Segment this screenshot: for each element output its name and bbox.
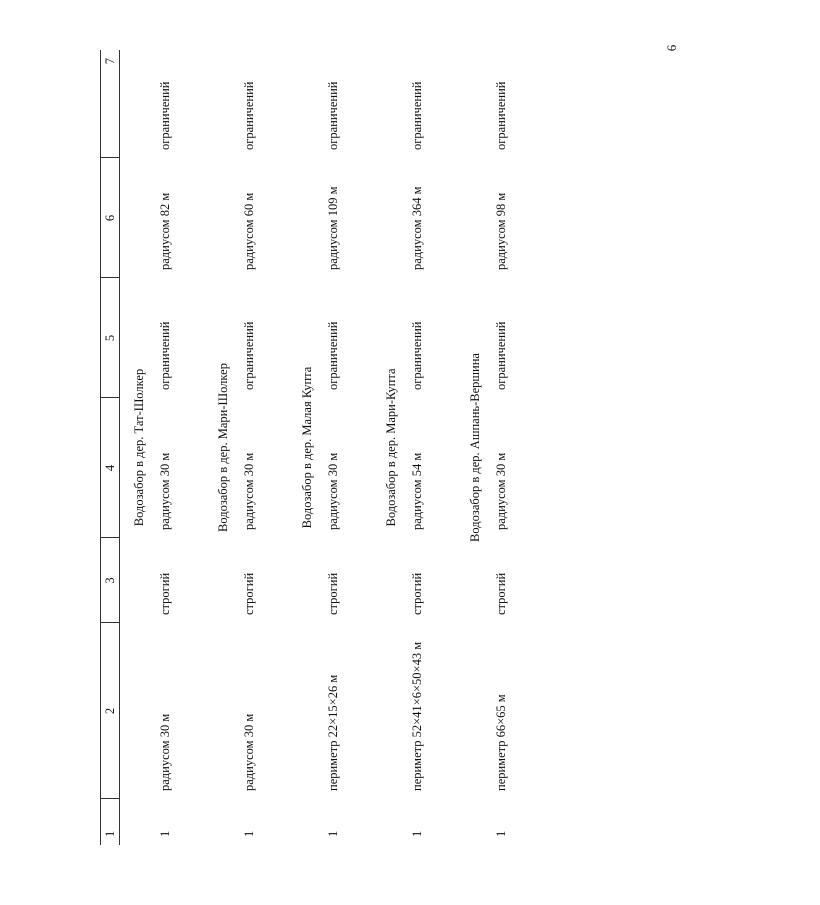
table-row — [324, 50, 372, 845]
section-heading-row — [456, 50, 492, 845]
cell-zone1-size: радиусом 30 м — [158, 713, 172, 791]
header-cell: 5 — [101, 278, 120, 398]
header-row — [101, 50, 120, 845]
cell-zone3-regime: ограничений — [158, 81, 172, 150]
cell-number: 1 — [242, 830, 256, 837]
cell-zone2-regime: ограничений — [326, 321, 340, 390]
cell-zone1-size: радиусом 30 м — [242, 713, 256, 791]
cell-number: 1 — [494, 830, 508, 837]
cell-regime: строгий — [326, 572, 340, 615]
table-row — [492, 50, 540, 845]
table-row — [408, 50, 456, 845]
cell-zone3-regime: ограничений — [410, 81, 424, 150]
cell-zone2-size: радиусом 30 м — [158, 452, 172, 530]
cell-zone3-size: радиусом 109 м — [326, 186, 340, 270]
cell-number: 1 — [326, 830, 340, 837]
header-cell: 3 — [101, 538, 120, 623]
cell-zone2-size: радиусом 30 м — [494, 452, 508, 530]
table-row — [156, 50, 204, 845]
header-cell: 2 — [101, 623, 120, 799]
cell-zone3-size: радиусом 364 м — [410, 186, 424, 270]
cell-zone2-regime: ограничений — [494, 321, 508, 390]
cell-zone1-size: периметр 66×65 м — [494, 694, 508, 791]
section-heading-row — [120, 50, 157, 845]
header-cell: 4 — [101, 398, 120, 538]
cell-regime: строгий — [242, 572, 256, 615]
header-cell: 1 — [101, 799, 120, 845]
section-heading: Водозабор в дер. Малая Купта — [300, 366, 314, 529]
cell-number: 1 — [410, 830, 424, 837]
header-cell: 6 — [101, 158, 120, 278]
section-heading-row — [372, 50, 408, 845]
cell-zone3-regime: ограничений — [242, 81, 256, 150]
cell-regime: строгий — [158, 572, 172, 615]
cell-zone3-size: радиусом 82 м — [158, 192, 172, 270]
rotated-table-wrapper — [100, 50, 820, 845]
cell-zone1-size: периметр 52×41×6×50×43 м — [410, 641, 424, 791]
cell-zone3-size: радиусом 60 м — [242, 192, 256, 270]
page-number: 6 — [664, 44, 679, 52]
cell-zone3-regime: ограничений — [494, 81, 508, 150]
cell-zone2-size: радиусом 30 м — [326, 452, 340, 530]
cell-number: 1 — [158, 830, 172, 837]
cell-regime: строгий — [494, 572, 508, 615]
section-heading: Водозабор в дер. Тат-Шолкер — [132, 368, 146, 527]
section-heading: Водозабор в дер. Мари-Шолкер — [216, 363, 230, 533]
cell-regime: строгий — [410, 572, 424, 615]
cell-zone2-regime: ограничений — [242, 321, 256, 390]
cell-zone3-size: радиусом 98 м — [494, 192, 508, 270]
section-heading: Водозабор в дер. Мари-Купта — [384, 368, 398, 527]
cell-zone2-regime: ограничений — [158, 321, 172, 390]
table-row — [240, 50, 288, 845]
header-cell: 7 — [101, 50, 120, 158]
section-heading-row — [288, 50, 324, 845]
cell-zone1-size: периметр 22×15×26 м — [326, 674, 340, 791]
section-heading-row — [204, 50, 240, 845]
cell-zone2-size: радиусом 30 м — [242, 452, 256, 530]
cell-zone2-regime: ограничений — [410, 321, 424, 390]
zones-table — [100, 50, 540, 845]
cell-zone2-size: радиусом 54 м — [410, 452, 424, 530]
cell-zone3-regime: ограничений — [326, 81, 340, 150]
section-heading: Водозабор в дер. Ашпань-Вершина — [468, 353, 482, 542]
